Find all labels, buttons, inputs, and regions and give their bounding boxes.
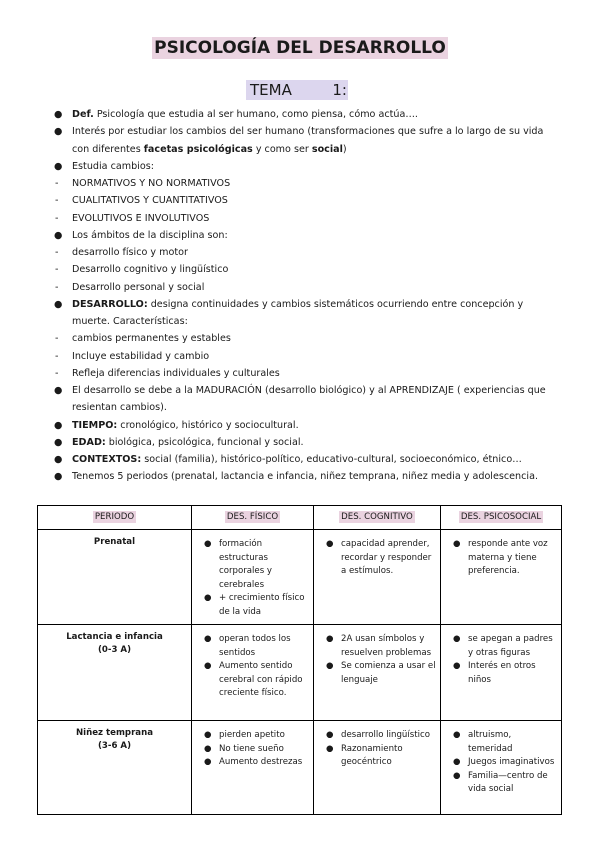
bullet-icon: ● bbox=[54, 471, 63, 483]
bullet-icon: ● bbox=[453, 539, 461, 549]
bullet-icon: ● bbox=[54, 385, 63, 396]
cell-text: + crecimiento físico de la vida bbox=[219, 593, 305, 617]
list-item bbox=[52, 227, 562, 244]
table-header-row bbox=[38, 506, 562, 530]
tema-number: 1: bbox=[332, 81, 347, 99]
cell-list bbox=[315, 722, 439, 774]
list-item bbox=[315, 729, 437, 743]
bold-term: Def. bbox=[72, 109, 94, 120]
list-item bbox=[52, 348, 562, 365]
list-item bbox=[52, 261, 562, 278]
bullet-icon: ● bbox=[54, 454, 63, 465]
list-item bbox=[52, 175, 562, 192]
cell-text: se apegan a padres y otras figuras bbox=[468, 634, 553, 658]
period-cell bbox=[38, 625, 192, 721]
list-item bbox=[442, 770, 558, 797]
cognitivo-cell bbox=[314, 625, 441, 721]
item-text: ) bbox=[342, 143, 347, 155]
item-text: Estudia cambios: bbox=[72, 160, 154, 172]
cell-text: Interés en otros niños bbox=[468, 661, 536, 685]
dash-marker: - bbox=[55, 247, 59, 258]
list-item bbox=[52, 123, 562, 158]
bullet-icon: ● bbox=[326, 661, 334, 671]
bullet-icon: ● bbox=[204, 539, 212, 549]
bullet-icon: ● bbox=[326, 634, 334, 644]
item-text: Incluye estabilidad y cambio bbox=[72, 350, 210, 362]
bold-term: TIEMPO: bbox=[72, 419, 118, 431]
list-item bbox=[52, 192, 562, 209]
period-label: Lactancia e infancia bbox=[66, 632, 163, 642]
table-row bbox=[38, 530, 562, 625]
bullet-icon: ● bbox=[204, 634, 212, 644]
bullet-icon: ● bbox=[54, 126, 63, 138]
item-text: Tenemos 5 periodos (prenatal, lactancia e infancia, niñez temprana, niñez media y adolescencia. bbox=[72, 471, 539, 483]
list-item bbox=[442, 756, 558, 770]
bullet-icon: ● bbox=[54, 419, 63, 431]
bold-term: social bbox=[311, 143, 343, 155]
bold-term: facetas psicológicas bbox=[143, 143, 253, 155]
list-item bbox=[52, 468, 562, 485]
bullet-icon: ● bbox=[204, 661, 212, 671]
bullet-icon: ● bbox=[453, 634, 461, 644]
period-label: (3-6 A) bbox=[97, 741, 132, 751]
cell-text: capacidad aprender, recordar y responder a estímulos. bbox=[341, 539, 432, 576]
list-item bbox=[52, 417, 562, 434]
notes-list bbox=[52, 106, 562, 486]
cell-list bbox=[442, 722, 560, 801]
period-label: Prenatal bbox=[93, 537, 136, 547]
item-text: CUALITATIVOS Y CUANTITATIVOS bbox=[72, 195, 228, 207]
dash-marker: - bbox=[55, 178, 59, 189]
bullet-icon: ● bbox=[453, 770, 461, 781]
dash-marker: - bbox=[55, 212, 59, 224]
item-text: desarrollo físico y motor bbox=[72, 247, 188, 258]
list-item bbox=[52, 158, 562, 175]
bullet-icon: ● bbox=[453, 757, 461, 767]
list-item bbox=[52, 330, 562, 347]
dash-marker: - bbox=[55, 350, 59, 362]
item-text: NORMATIVOS Y NO NORMATIVOS bbox=[72, 178, 231, 189]
fisico-cell bbox=[192, 530, 314, 625]
psicosocial-cell bbox=[441, 721, 562, 815]
item-text: y como ser bbox=[252, 143, 312, 155]
bullet-icon: ● bbox=[204, 743, 212, 754]
cell-list bbox=[315, 531, 439, 583]
dash-marker: - bbox=[55, 367, 59, 379]
list-item bbox=[52, 382, 562, 417]
bullet-icon: ● bbox=[204, 593, 212, 603]
list-item bbox=[442, 660, 558, 687]
cell-text: responde ante voz materna y tiene preferencia. bbox=[468, 539, 548, 576]
item-text: Desarrollo cognitivo y lingüístico bbox=[72, 264, 229, 276]
psicosocial-cell bbox=[441, 625, 562, 721]
list-item bbox=[52, 451, 562, 468]
cell-text: altruismo, temeridad bbox=[468, 730, 513, 754]
bullet-icon: ● bbox=[54, 109, 63, 120]
list-item bbox=[315, 743, 437, 770]
header-periodo: PERIODO bbox=[38, 506, 192, 530]
bullet-icon: ● bbox=[54, 436, 63, 448]
cell-text: Razonamiento geocéntrico bbox=[341, 743, 403, 767]
period-label: (0-3 A) bbox=[97, 645, 132, 655]
cell-text: No tiene sueño bbox=[219, 743, 284, 754]
bold-term: EDAD: bbox=[72, 436, 106, 448]
fisico-cell bbox=[192, 721, 314, 815]
item-text: Interés por estudiar los cambios del ser humano (transformaciones que sufre a lo largo de su vida con diferentes bbox=[72, 126, 544, 155]
bullet-icon: ● bbox=[453, 730, 461, 740]
cell-list bbox=[193, 626, 312, 705]
cell-list bbox=[442, 626, 560, 691]
bullet-icon: ● bbox=[326, 743, 334, 754]
bold-term: DESARROLLO: bbox=[72, 298, 148, 310]
list-item bbox=[52, 365, 562, 382]
list-item bbox=[193, 729, 310, 743]
list-item bbox=[52, 296, 562, 331]
cell-text: Aumento sentido cerebral con rápido creciente físico. bbox=[219, 661, 303, 698]
list-item bbox=[442, 633, 558, 660]
bullet-icon: ● bbox=[54, 229, 63, 241]
period-label: Niñez temprana bbox=[75, 728, 154, 738]
cell-list bbox=[193, 531, 312, 623]
cognitivo-cell bbox=[314, 721, 441, 815]
cell-list bbox=[193, 722, 312, 774]
page-title: PSICOLOGÍA DEL DESARROLLO bbox=[154, 38, 446, 58]
list-item bbox=[315, 538, 437, 579]
bullet-icon: ● bbox=[326, 730, 334, 740]
item-text: cambios permanentes y estables bbox=[72, 333, 231, 345]
item-text: cronológico, histórico y sociocultural. bbox=[117, 419, 299, 431]
dash-marker: - bbox=[55, 195, 59, 207]
list-item bbox=[193, 592, 310, 619]
list-item bbox=[52, 106, 562, 123]
item-text: social (familia), histórico-político, educativo-cultural, socioeconómico, étnico… bbox=[141, 454, 522, 465]
cognitivo-cell bbox=[314, 530, 441, 625]
periods-table bbox=[37, 505, 562, 815]
bullet-icon: ● bbox=[54, 298, 63, 310]
list-item bbox=[315, 633, 437, 660]
cell-text: desarrollo lingüístico bbox=[341, 730, 430, 740]
cell-text: Se comienza a usar el lenguaje bbox=[341, 661, 436, 685]
period-cell bbox=[38, 530, 192, 625]
bullet-icon: ● bbox=[326, 539, 334, 549]
cell-text: Juegos imaginativos bbox=[468, 757, 555, 767]
list-item bbox=[52, 434, 562, 451]
dash-marker: - bbox=[55, 333, 59, 345]
item-text: EVOLUTIVOS E INVOLUTIVOS bbox=[72, 212, 210, 224]
bullet-icon: ● bbox=[54, 160, 63, 172]
table-row bbox=[38, 625, 562, 721]
dash-marker: - bbox=[55, 281, 59, 293]
fisico-cell bbox=[192, 625, 314, 721]
cell-text: formación estructuras corporales y cerebrales bbox=[219, 539, 272, 590]
item-text: Desarrollo personal y social bbox=[72, 281, 205, 293]
list-item bbox=[442, 729, 558, 756]
table-row bbox=[38, 721, 562, 815]
list-item bbox=[193, 756, 310, 770]
list-item bbox=[52, 210, 562, 227]
cell-text: Familia—centro de vida social bbox=[468, 770, 548, 794]
cell-text: 2A usan símbolos y resuelven problemas bbox=[341, 634, 432, 658]
period-cell bbox=[38, 721, 192, 815]
cell-text: operan todos los sentidos bbox=[219, 634, 291, 658]
cell-text: pierden apetito bbox=[219, 730, 285, 740]
tema-label: TEMA bbox=[250, 81, 292, 99]
list-item bbox=[193, 633, 310, 660]
list-item bbox=[193, 660, 310, 701]
psicosocial-cell bbox=[441, 530, 562, 625]
item-text: El desarrollo se debe a la MADURACIÓN (desarrollo biológico) y al APRENDIZAJE ( experiencias que resientan cambios). bbox=[72, 385, 546, 414]
list-item bbox=[442, 538, 558, 579]
list-item bbox=[193, 743, 310, 757]
bold-term: CONTEXTOS: bbox=[72, 454, 142, 465]
bullet-icon: ● bbox=[204, 757, 212, 767]
cell-list bbox=[442, 531, 560, 583]
header-des-psicosocial: DES. PSICOSOCIAL bbox=[441, 506, 562, 530]
list-item bbox=[193, 538, 310, 592]
item-text: Los ámbitos de la disciplina son: bbox=[72, 229, 228, 241]
item-text: designa continuidades y cambios sistemáticos ocurriendo entre concepción y muerte. Características: bbox=[72, 298, 524, 327]
bullet-icon: ● bbox=[453, 661, 461, 671]
tema-heading bbox=[246, 80, 348, 100]
cell-text: Aumento destrezas bbox=[219, 757, 303, 767]
item-text: Refleja diferencias individuales y culturales bbox=[72, 367, 280, 379]
header-des-fisico: DES. FÍSICO bbox=[192, 506, 314, 530]
list-item bbox=[315, 660, 437, 687]
cell-list bbox=[315, 626, 439, 691]
bullet-icon: ● bbox=[204, 730, 212, 740]
list-item bbox=[52, 244, 562, 261]
dash-marker: - bbox=[55, 264, 59, 276]
list-item bbox=[52, 279, 562, 296]
item-text: Psicología que estudia al ser humano, como piensa, cómo actúa…. bbox=[93, 109, 418, 120]
item-text: biológica, psicológica, funcional y social. bbox=[105, 436, 304, 448]
header-des-cognitivo: DES. COGNITIVO bbox=[314, 506, 441, 530]
